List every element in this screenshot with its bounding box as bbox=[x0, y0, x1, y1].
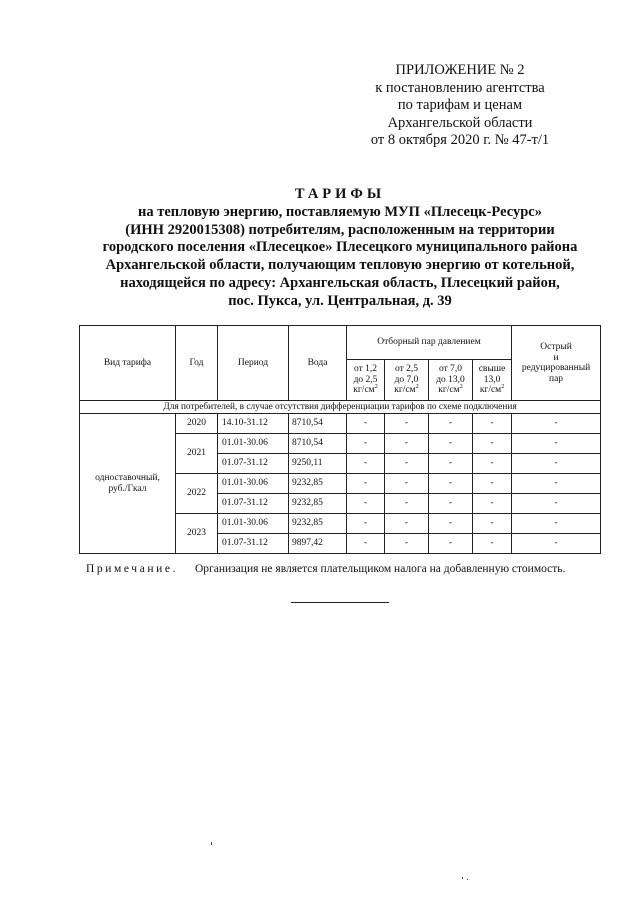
dash-cell: - bbox=[347, 494, 385, 514]
period-cell: 01.07-31.12 bbox=[218, 494, 289, 514]
table-row bbox=[80, 414, 601, 434]
dash-cell: - bbox=[473, 514, 512, 534]
water-value-cell: 9232,85 bbox=[289, 494, 347, 514]
closing-divider bbox=[291, 602, 389, 603]
period-cell: 14.10-31.12 bbox=[218, 414, 289, 434]
water-value-cell: 8710,54 bbox=[289, 414, 347, 434]
header-year: Год bbox=[176, 326, 218, 401]
dash-cell: - bbox=[473, 534, 512, 554]
dash-cell: - bbox=[347, 514, 385, 534]
year-cell: 2020 bbox=[176, 414, 218, 434]
water-value-cell: 9232,85 bbox=[289, 474, 347, 494]
scan-speck bbox=[211, 842, 212, 845]
tariffs-heading: ТАРИФЫ bbox=[294, 186, 386, 202]
header-sharp-steam: Острый и редуцированный пар bbox=[512, 326, 601, 401]
header-water: Вода bbox=[289, 326, 347, 401]
tariffs-line: находящейся по адресу: Архангельская область, Плесецкий район, bbox=[120, 274, 560, 291]
header-steam-2-5-to-7-0: от 2,5 до 7,0 $кг/см^2$ bbox=[385, 360, 429, 401]
period-cell: 01.01-30.06 bbox=[218, 474, 289, 494]
header-steam-1-2-to-2-5: от 1,2 до 2,5 $кг/см^2$ bbox=[347, 360, 385, 401]
consumer-subheader: Для потребителей, в случае отсутствия дифференциации тарифов по схеме подключения bbox=[80, 401, 601, 414]
dash-cell: - bbox=[512, 454, 601, 474]
dash-cell: - bbox=[385, 434, 429, 454]
water-value-cell: 8710,54 bbox=[289, 434, 347, 454]
dash-cell: - bbox=[347, 474, 385, 494]
note bbox=[86, 563, 565, 575]
note-text: Организация не является плательщиком налога на добавленную стоимость. bbox=[194, 563, 566, 575]
dash-cell: - bbox=[347, 454, 385, 474]
appendix-line: к постановлению агентства bbox=[375, 79, 545, 96]
dash-cell: - bbox=[512, 414, 601, 434]
dash-cell: - bbox=[347, 414, 385, 434]
dash-cell: - bbox=[429, 454, 473, 474]
header-steam-7-0-to-13-0: от 7,0 до 13,0 $кг/см^2$ bbox=[429, 360, 473, 401]
period-cell: 01.01-30.06 bbox=[218, 434, 289, 454]
dash-cell: - bbox=[429, 434, 473, 454]
year-cell: 2021 bbox=[176, 434, 218, 474]
water-value-cell: 9897,42 bbox=[289, 534, 347, 554]
dash-cell: - bbox=[473, 414, 512, 434]
water-value-cell: 9232,85 bbox=[289, 514, 347, 534]
water-value-cell: 9250,11 bbox=[289, 454, 347, 474]
dash-cell: - bbox=[385, 494, 429, 514]
dash-cell: - bbox=[385, 474, 429, 494]
period-cell: 01.07-31.12 bbox=[218, 534, 289, 554]
tariff-table bbox=[79, 325, 601, 554]
year-cell: 2023 bbox=[176, 514, 218, 554]
tariffs-line: Архангельской области, получающим тепловую энергию от котельной, bbox=[105, 257, 575, 274]
dash-cell: - bbox=[473, 434, 512, 454]
dash-cell: - bbox=[385, 534, 429, 554]
dash-cell: - bbox=[473, 454, 512, 474]
tariff-type-cell: одноставочный, руб./Гкал bbox=[80, 414, 176, 554]
header-period: Период bbox=[218, 326, 289, 401]
appendix-block bbox=[340, 62, 580, 150]
note-label: Примечание. bbox=[86, 563, 179, 575]
dash-cell: - bbox=[512, 434, 601, 454]
scan-speck bbox=[462, 877, 463, 879]
period-cell: 01.07-31.12 bbox=[218, 454, 289, 474]
dash-cell: - bbox=[473, 494, 512, 514]
appendix-line: Архангельской области bbox=[387, 114, 533, 131]
dash-cell: - bbox=[512, 494, 601, 514]
scan-speck bbox=[467, 879, 468, 880]
header-tariff-type: Вид тарифа bbox=[80, 326, 176, 401]
dash-cell: - bbox=[385, 454, 429, 474]
dash-cell: - bbox=[512, 534, 601, 554]
appendix-line: от 8 октября 2020 г. № 47-т/1 bbox=[370, 132, 550, 149]
dash-cell: - bbox=[429, 414, 473, 434]
dash-cell: - bbox=[429, 494, 473, 514]
tariffs-line: на тепловую энергию, поставляемую МУП «Плесецк-Ресурс» bbox=[138, 203, 542, 220]
period-cell: 01.01-30.06 bbox=[218, 514, 289, 534]
dash-cell: - bbox=[347, 434, 385, 454]
dash-cell: - bbox=[512, 474, 601, 494]
dash-cell: - bbox=[347, 534, 385, 554]
header-selected-steam: Отборный пар давлением bbox=[347, 326, 512, 360]
appendix-title: ПРИЛОЖЕНИЕ № 2 bbox=[395, 62, 525, 78]
dash-cell: - bbox=[429, 534, 473, 554]
header-steam-over-13-0: свыше 13,0 $кг/см^2$ bbox=[473, 360, 512, 401]
dash-cell: - bbox=[512, 514, 601, 534]
tariffs-line: (ИНН 2920015308) потребителям, расположенным на территории bbox=[125, 221, 555, 238]
dash-cell: - bbox=[429, 474, 473, 494]
tariffs-line: пос. Пукса, ул. Центральная, д. 39 bbox=[228, 292, 452, 309]
appendix-line: по тарифам и ценам bbox=[397, 97, 523, 114]
tariffs-title-block bbox=[60, 186, 620, 311]
dash-cell: - bbox=[473, 474, 512, 494]
dash-cell: - bbox=[429, 514, 473, 534]
dash-cell: - bbox=[385, 414, 429, 434]
year-cell: 2022 bbox=[176, 474, 218, 514]
tariffs-line: городского поселения «Плесецкое» Плесецкого муниципального района bbox=[102, 239, 578, 256]
dash-cell: - bbox=[385, 514, 429, 534]
